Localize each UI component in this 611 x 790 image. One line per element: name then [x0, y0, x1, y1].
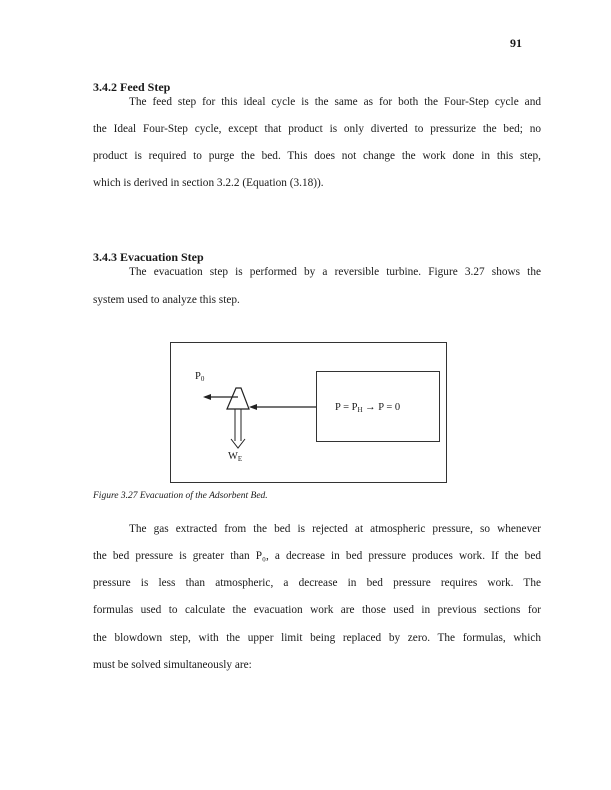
text-line: formulas used to calculate the evacuation work are those used in previous sections for: [93, 604, 541, 616]
figure-caption: Figure 3.27 Evacuation of the Adsorbent Bed.: [93, 491, 268, 501]
page-number: 91: [510, 36, 522, 50]
text-line: The gas extracted from the bed is rejected at atmospheric pressure, so whenever: [129, 523, 541, 535]
text-line: which is derived in section 3.2.2 (Equation (3.18)).: [93, 177, 324, 189]
adsorbent-bed-box: [316, 371, 440, 442]
text-line: the Ideal Four-Step cycle, except that product is only diverted to pressurize the bed; no: [93, 123, 541, 135]
text-line: pressure is less than atmospheric, a decrease in bed pressure requires work. The: [93, 577, 541, 589]
bed-pressure-label: $P = P_H \to P = 0$: [335, 402, 401, 414]
we-label: $W_E$: [228, 451, 243, 463]
figure-evacuation-diagram: [170, 342, 447, 483]
text-line: The feed step for this ideal cycle is the same as for both the Four-Step cycle and: [129, 96, 541, 108]
text-line: system used to analyze this step.: [93, 294, 240, 306]
p0-label: $P_0$: [195, 371, 205, 383]
text-line: The evacuation step is performed by a reversible turbine. Figure 3.27 shows the: [129, 266, 541, 278]
section-heading-feed-step: 3.4.2 Feed Step: [93, 80, 171, 94]
text-line: the blowdown step, with the upper limit being replaced by zero. The formulas, which: [93, 632, 541, 644]
text-line: the bed pressure is greater than P₀, a decrease in bed pressure produces work. If the bed: [93, 550, 541, 562]
text-line: must be solved simultaneously are:: [93, 659, 252, 671]
text-line: product is required to purge the bed. This does not change the work done in this step,: [93, 150, 541, 162]
section-heading-evacuation-step: 3.4.3 Evacuation Step: [93, 250, 204, 264]
